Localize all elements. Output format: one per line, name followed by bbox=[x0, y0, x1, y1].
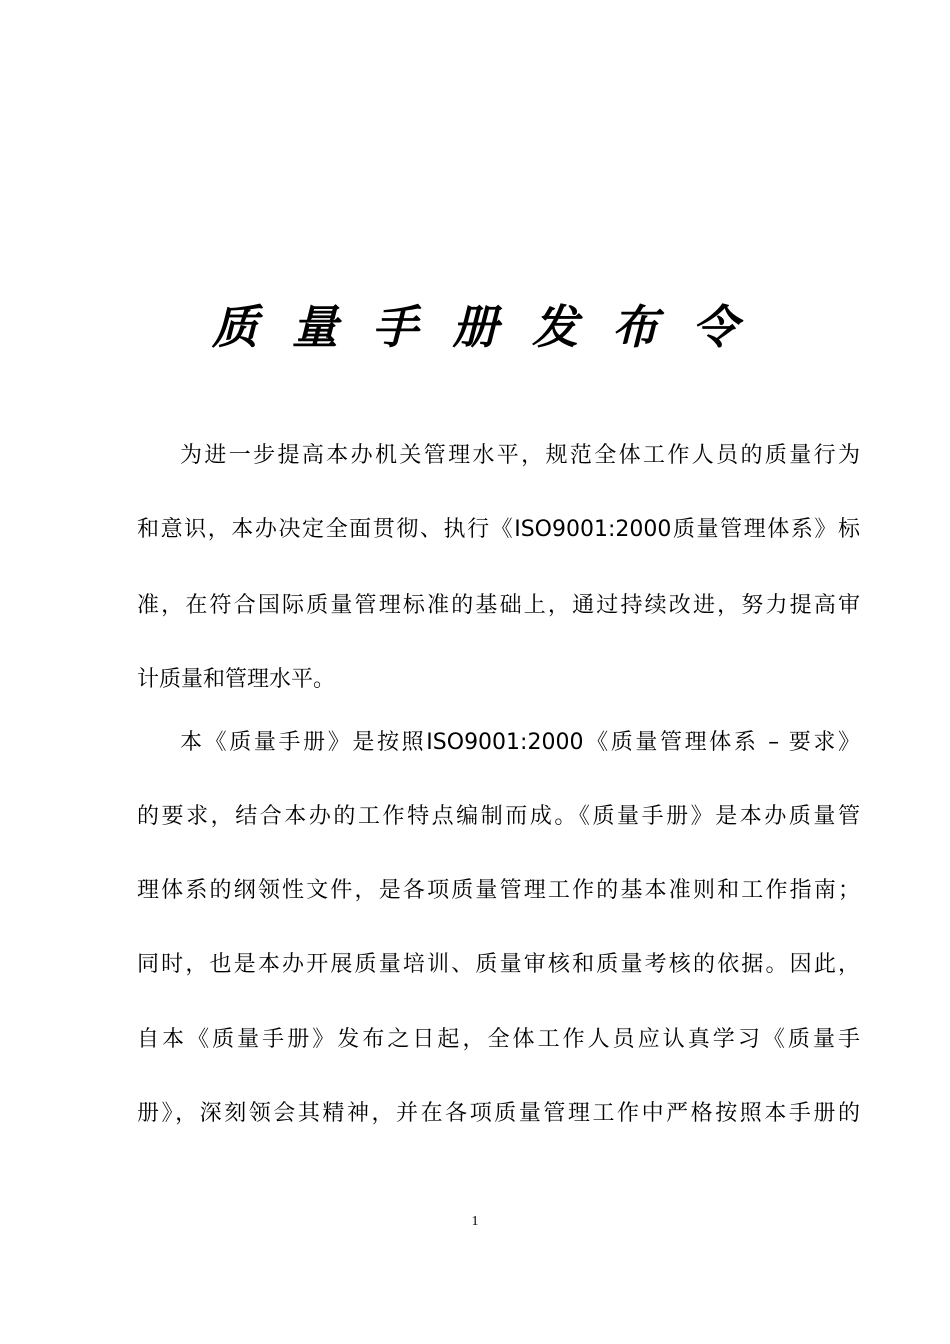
paragraph-line: 册》，深刻领会其精神，并在各项质量管理工作中严格按照本手册的 bbox=[137, 1101, 860, 1126]
paragraph-line: 计质量和管理水平。 bbox=[137, 667, 336, 692]
paragraph-line: 和意识，本办决定全面贯彻、执行《ISO9001:2000质量管理体系》标 bbox=[137, 517, 860, 542]
paragraph-line: 理体系的纲领性文件，是各项质量管理工作的基本准则和工作指南； bbox=[137, 878, 860, 903]
paragraph-line: 准，在符合国际质量管理标准的基础上，通过持续改进，努力提高审 bbox=[137, 593, 860, 618]
document-title: 质量手册发布令 bbox=[212, 300, 772, 354]
paragraph-line: 本《质量手册》是按照ISO9001:2000《质量管理体系 – 要求》 bbox=[180, 730, 860, 755]
paragraph-line: 为进一步提高本办机关管理水平，规范全体工作人员的质量行为 bbox=[180, 443, 860, 468]
paragraph-line: 同时，也是本办开展质量培训、质量审核和质量考核的依据。因此， bbox=[137, 952, 860, 977]
page-number: 1 bbox=[471, 1214, 479, 1229]
paragraph-line: 的要求，结合本办的工作特点编制而成。《质量手册》是本办质量管 bbox=[137, 804, 860, 829]
paragraph-line: 自本《质量手册》发布之日起，全体工作人员应认真学习《质量手 bbox=[137, 1027, 860, 1052]
